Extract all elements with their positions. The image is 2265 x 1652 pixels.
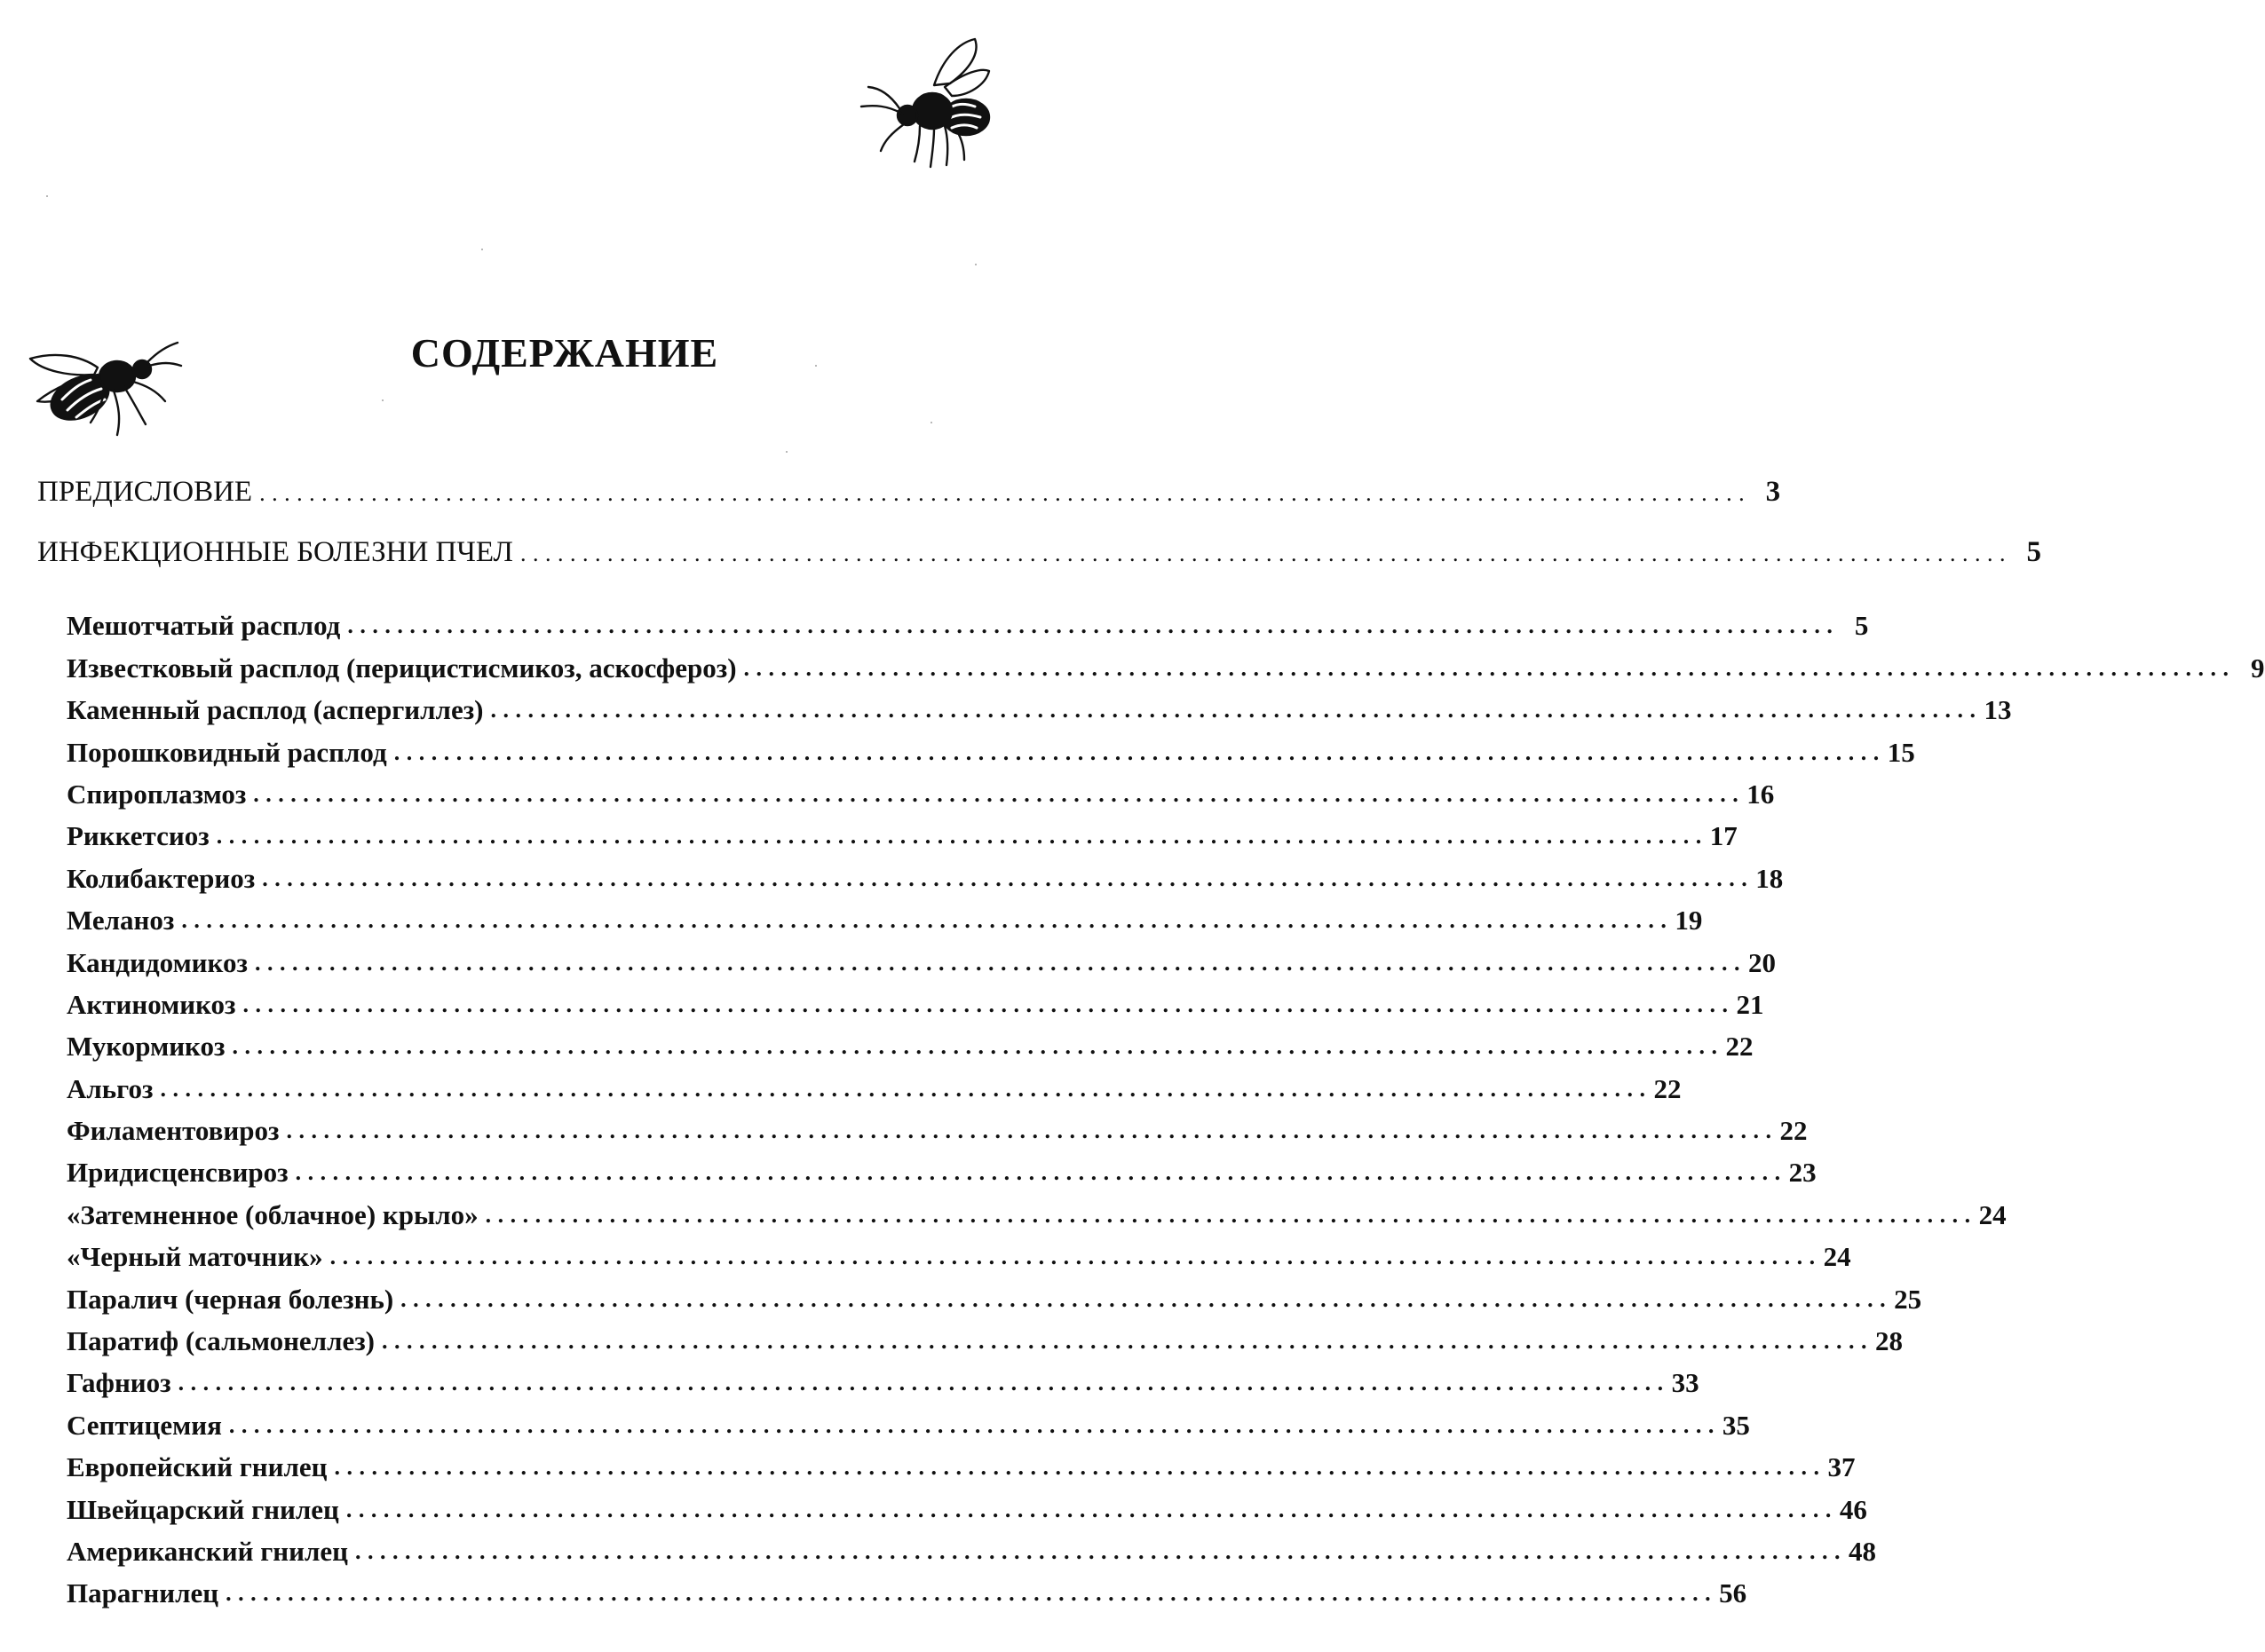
toc-entry <box>37 1355 1699 1399</box>
toc-entry-title: Иридисценсвироз <box>67 1157 289 1189</box>
toc-page-number: 22 <box>1653 1072 1682 1104</box>
toc-entry-title: Каменный расплод (аспергиллез) <box>67 694 484 726</box>
toc-page-number: 28 <box>1875 1325 1904 1357</box>
toc-page-number: 23 <box>1788 1157 1817 1189</box>
dot-leader: . . . . . . . . . . . . . . . . . . . . . . . . . . . . . . . . . . . . . . . . . . . . . . . . . . . . . . . . . . . . . . . . . . . . . . . . . . . . . . . . . . . . . . . . . . . . . . . . . . . . . . . . . . . . . . . . . . . . . . . . <box>181 907 1667 934</box>
dot-leader: . . . . . . . . . . . . . . . . . . . . . . . . . . . . . . . . . . . . . . . . . . . . . . . . . . . . . . . . . . . . . . . . . . . . . . . . . . . . . . . . . . . . . . . . . . . . . . . . . . . . . . . . . . . . . . . . . . . . . . . . <box>178 1370 1664 1396</box>
toc-entry <box>37 1313 1904 1357</box>
toc-entry-title: Порошковидный расплод <box>67 736 387 768</box>
toc-page-number: 35 <box>1722 1409 1750 1441</box>
toc-entry <box>37 1018 1754 1063</box>
toc-page-number: 46 <box>1839 1493 1867 1525</box>
toc-entry <box>37 474 1781 508</box>
toc-page-number: 22 <box>1725 1031 1754 1063</box>
dot-leader: . . . . . . . . . . . . . . . . . . . . . . . . . . . . . . . . . . . . . . . . . . . . . . . . . . . . . . . . . . . . . . . . . . . . . . . . . . . . . . . . . . . . . . . . . . . . . . . . . . . . . . . . . . . . . . . . . . . . . . . . <box>485 1201 1971 1228</box>
toc-page-number: 3 <box>1765 476 1781 508</box>
toc-entry-title: Паралич (черная болезнь) <box>67 1283 394 1315</box>
toc-page-number: 16 <box>1746 778 1775 810</box>
dot-leader: . . . . . . . . . . . . . . . . . . . . . . . . . . . . . . . . . . . . . . . . . . . . . . . . . . . . . . . . . . . . . . . . . . . . . . . . . . . . . . . . . . . . . . . . . . . . . . . . . . . . . . . . . . . . . . . . . . . . . . . . <box>345 1496 1832 1522</box>
toc-page-number: 33 <box>1671 1367 1699 1399</box>
dot-leader: . . . . . . . . . . . . . . . . . . . . . . . . . . . . . . . . . . . . . . . . . . . . . . . . . . . . . . . . . . . . . . . . . . . . . . . . . . . . . . . . . . . . . . . . . . . . . . . . . . . . . . . . . . . . . . . . . . . . . . . . <box>400 1285 1887 1312</box>
page-title: СОДЕРЖАНИЕ <box>410 329 719 375</box>
toc-entry-title: Паратиф (сальмонеллез) <box>67 1325 376 1357</box>
toc-page-number: 20 <box>1747 946 1776 978</box>
toc-entry-title: «Затемненное (облачное) крыло» <box>67 1198 479 1230</box>
toc-entry-title: Филаментовироз <box>67 1115 280 1147</box>
dot-leader: . . . . . . . . . . . . . . . . . . . . . . . . . . . . . . . . . . . . . . . . . . . . . . . . . . . . . . . . . . . . . . . . . . . . . . . . . . . . . . . . . . . . . . . . . . . . . . . . . . . . . . . . . . . . . . . . . . . . . . . . <box>382 1328 1868 1355</box>
dot-leader: . . . . . . . . . . . . . . . . . . . . . . . . . . . . . . . . . . . . . . . . . . . . . . . . . . . . . . . . . . . . . . . . . . . . . . . . . . . . . . . . . . . . . . . . . . . . . . . . . . . . . . . . . . . . . . . . . . . . . . . . <box>355 1537 1841 1564</box>
dot-leader: . . . . . . . . . . . . . . . . . . . . . . . . . . . . . . . . . . . . . . . . . . . . . . . . . . . . . . . . . . . . . . . . . . . . . . . . . . . . . . . . . . . . . . . . . . . . . . . . . . . . . . . . . . . . . . . . . . . . . . . . <box>226 1580 1712 1607</box>
toc-entry-title: Кандидомикоз <box>67 946 248 978</box>
dot-leader: . . . . . . . . . . . . . . . . . . . . . . . . . . . . . . . . . . . . . . . . . . . . . . . . . . . . . . . . . . . . . . . . . . . . . . . . . . . . . . . . . . . . . . . . . . . . . . . . . . . . . . . . . . . . . . . . . . . . . . . . <box>254 949 1740 976</box>
toc-page-number: 37 <box>1827 1451 1856 1483</box>
dot-leader: . . . . . . . . . . . . . . . . . . . . . . . . . . . . . . . . . . . . . . . . . . . . . . . . . . . . . . . . . . . . . . . . . . . . . . . . . . . . . . . . . . . . . . . . . . . . . . . . . . . . . . . . . . . . . . . . . . . . . . . . <box>286 1118 1772 1144</box>
toc-entry <box>37 682 2012 726</box>
toc-entry <box>37 639 2265 684</box>
dot-leader: . . . . . . . . . . . . . . . . . . . . . . . . . . . . . . . . . . . . . . . . . . . . . . . . . . . . . . . . . . . . . . . . . . . . . . . . . . . . . . . . . . . . . . . . . . . . . . . . . . . . . . . . . . . . . . . . . . . . . . . . <box>242 991 1729 1017</box>
bee-icon <box>852 34 990 171</box>
toc-entry-title: «Черный маточник» <box>67 1241 323 1273</box>
dot-leader: . . . . . . . . . . . . . . . . . . . . . . . . . . . . . . . . . . . . . . . . . . . . . . . . . . . . . . . . . . . . . . . . . . . . . . . . . . . . . . . . . . . . . . . . . . . . . . . . . . . . . . . . . . . . . . . . . . . . . . . . <box>490 697 1976 723</box>
toc-entry-title: Септицемия <box>67 1409 222 1441</box>
print-speck <box>931 422 932 423</box>
toc-page-number: 56 <box>1719 1577 1747 1609</box>
toc-entry <box>37 1481 1867 1525</box>
toc-entry <box>37 808 1738 852</box>
toc-entry-title: Мешотчатый расплод <box>67 610 341 642</box>
toc-entry <box>37 1103 1808 1147</box>
toc-page-number: 24 <box>1978 1198 2007 1230</box>
dot-leader: . . . . . . . . . . . . . . . . . . . . . . . . . . . . . . . . . . . . . . . . . . . . . . . . . . . . . . . . . . . . . . . . . . . . . . . . . . . . . . . . . . . . . . . . . . . . . . . . . . . . . . . . . . . . . . . . . . . . . . . . <box>347 613 1833 639</box>
toc-entry-title: Меланоз <box>67 905 175 937</box>
toc-page-number: 5 <box>1854 610 1869 642</box>
toc-entry <box>37 1186 2007 1230</box>
dot-leader: . . . . . . . . . . . . . . . . . . . . . . . . . . . . . . . . . . . . . . . . . . . . . . . . . . . . . . . . . . . . . . . . . . . . . . . . . . . . . . . . . . . . . . . . . . . . . . . . . . . . . . . . . . . . . . . . . . . . . . . . <box>232 1033 1718 1060</box>
dot-leader: . . . . . . . . . . . . . . . . . . . . . . . . . . . . . . . . . . . . . . . . . . . . . . . . . . . . . . . . . . . . . . . . . . . . . . . . . . . . . . . . . . . . . . . . . . . . . . . . . . . . . . . . . . . . . . . . . . . . . . . . <box>295 1159 1781 1186</box>
dot-leader: . . . . . . . . . . . . . . . . . . . . . . . . . . . . . . . . . . . . . . . . . . . . . . . . . . . . . . . . . . . . . . . . . . . . . . . . . . . . . . . . . . . . . . . . . . . . . . . . . . . . . . . . . . . . . . . . . . . . . . . . <box>743 654 2229 681</box>
toc-entry-title: Гафниоз <box>67 1367 171 1399</box>
toc-entry <box>37 1229 1851 1273</box>
print-speck <box>975 264 977 265</box>
dot-leader: . . . . . . . . . . . . . . . . . . . . . . . . . . . . . . . . . . . . . . . . . . . . . . . . . . . . . . . . . . . . . . . . . . . . . . . . . . . . . . . . . . . . . . . . . . . . . . . . . . . . . . . . . . . . . . . . . . . . . . . . <box>329 1244 1816 1270</box>
toc-entry-title: Риккетсиоз <box>67 820 210 852</box>
toc-page-number: 19 <box>1675 905 1703 937</box>
toc-entry-title: Известковый расплод (перицистисмикоз, аскосфероз) <box>67 652 737 684</box>
toc-entry <box>37 892 1703 937</box>
print-speck <box>46 195 48 197</box>
toc-page-number: 13 <box>1984 694 2012 726</box>
toc-entry <box>37 934 1776 978</box>
toc-entry <box>37 1439 1856 1483</box>
toc-page-number: 22 <box>1779 1115 1808 1147</box>
toc-page-number: 18 <box>1755 862 1784 894</box>
dot-leader: . . . . . . . . . . . . . . . . . . . . . . . . . . . . . . . . . . . . . . . . . . . . . . . . . . . . . . . . . . . . . . . . . . . . . . . . . . . . . . . . . . . . . . . . . . . . . . . . . . . . . . . . . . . . . . . . . . . . . . . . <box>334 1454 1820 1481</box>
toc-entry <box>37 534 2041 568</box>
toc-entry-title: Мукормикоз <box>67 1031 226 1063</box>
toc-page-number: 24 <box>1823 1241 1851 1273</box>
toc-page-number: 25 <box>1894 1283 1922 1315</box>
toc-page-number: 9 <box>2251 652 2265 684</box>
toc-page-number: 5 <box>2026 536 2041 568</box>
toc-entry <box>37 723 1915 768</box>
toc-entry <box>37 1144 1817 1189</box>
toc-entry-title: Альгоз <box>67 1072 154 1104</box>
toc-entry <box>37 1565 1747 1609</box>
toc-entry <box>37 1396 1750 1441</box>
toc-entry <box>37 976 1764 1020</box>
toc-page-number: 17 <box>1709 820 1738 852</box>
print-speck <box>481 249 483 250</box>
toc-entry-title: Швейцарский гнилец <box>67 1493 339 1525</box>
dot-leader: . . . . . . . . . . . . . . . . . . . . . . . . . . . . . . . . . . . . . . . . . . . . . . . . . . . . . . . . . . . . . . . . . . . . . . . . . . . . . . . . . . . . . . . . . . . . . . . . . . . . . . . . . . . . . . . . . . . . . . . . <box>259 480 1746 506</box>
table-of-contents <box>37 474 2265 1609</box>
dot-leader: . . . . . . . . . . . . . . . . . . . . . . . . . . . . . . . . . . . . . . . . . . . . . . . . . . . . . . . . . . . . . . . . . . . . . . . . . . . . . . . . . . . . . . . . . . . . . . . . . . . . . . . . . . . . . . . . . . . . . . . . <box>519 541 2006 566</box>
toc-page-number: 48 <box>1849 1535 1877 1567</box>
toc-page-number: 21 <box>1736 988 1764 1020</box>
toc-entry-title: Парагнилец <box>67 1577 219 1609</box>
toc-entry <box>37 1523 1877 1567</box>
toc-page-number: 15 <box>1887 736 1915 768</box>
toc-entry-title: Актиномикоз <box>67 988 236 1020</box>
dot-leader: . . . . . . . . . . . . . . . . . . . . . . . . . . . . . . . . . . . . . . . . . . . . . . . . . . . . . . . . . . . . . . . . . . . . . . . . . . . . . . . . . . . . . . . . . . . . . . . . . . . . . . . . . . . . . . . . . . . . . . . . <box>262 865 1748 891</box>
dot-leader: . . . . . . . . . . . . . . . . . . . . . . . . . . . . . . . . . . . . . . . . . . . . . . . . . . . . . . . . . . . . . . . . . . . . . . . . . . . . . . . . . . . . . . . . . . . . . . . . . . . . . . . . . . . . . . . . . . . . . . . . <box>228 1411 1715 1438</box>
print-speck <box>382 399 384 401</box>
dot-leader: . . . . . . . . . . . . . . . . . . . . . . . . . . . . . . . . . . . . . . . . . . . . . . . . . . . . . . . . . . . . . . . . . . . . . . . . . . . . . . . . . . . . . . . . . . . . . . . . . . . . . . . . . . . . . . . . . . . . . . . . <box>253 780 1739 807</box>
dot-leader: . . . . . . . . . . . . . . . . . . . . . . . . . . . . . . . . . . . . . . . . . . . . . . . . . . . . . . . . . . . . . . . . . . . . . . . . . . . . . . . . . . . . . . . . . . . . . . . . . . . . . . . . . . . . . . . . . . . . . . . . <box>216 823 1702 850</box>
toc-entry <box>37 850 1784 894</box>
toc-entry-title: Спироплазмоз <box>67 778 247 810</box>
toc-entry-title: ПРЕДИСЛОВИЕ <box>37 476 253 508</box>
print-speck <box>786 451 788 453</box>
toc-entry-title: ИНФЕКЦИОННЫЕ БОЛЕЗНИ ПЧЕЛ <box>37 536 513 568</box>
toc-entry-title: Европейский гнилец <box>67 1451 328 1483</box>
toc-entry <box>37 1270 1922 1315</box>
dot-leader: . . . . . . . . . . . . . . . . . . . . . . . . . . . . . . . . . . . . . . . . . . . . . . . . . . . . . . . . . . . . . . . . . . . . . . . . . . . . . . . . . . . . . . . . . . . . . . . . . . . . . . . . . . . . . . . . . . . . . . . . <box>393 739 1880 765</box>
toc-entry <box>37 766 1775 810</box>
toc-entry-title: Американский гнилец <box>67 1535 349 1567</box>
toc-entry <box>37 597 1869 642</box>
dot-leader: . . . . . . . . . . . . . . . . . . . . . . . . . . . . . . . . . . . . . . . . . . . . . . . . . . . . . . . . . . . . . . . . . . . . . . . . . . . . . . . . . . . . . . . . . . . . . . . . . . . . . . . . . . . . . . . . . . . . . . . . <box>160 1075 1646 1102</box>
toc-entry <box>37 1060 1682 1104</box>
toc-entry-title: Колибактериоз <box>67 862 256 894</box>
